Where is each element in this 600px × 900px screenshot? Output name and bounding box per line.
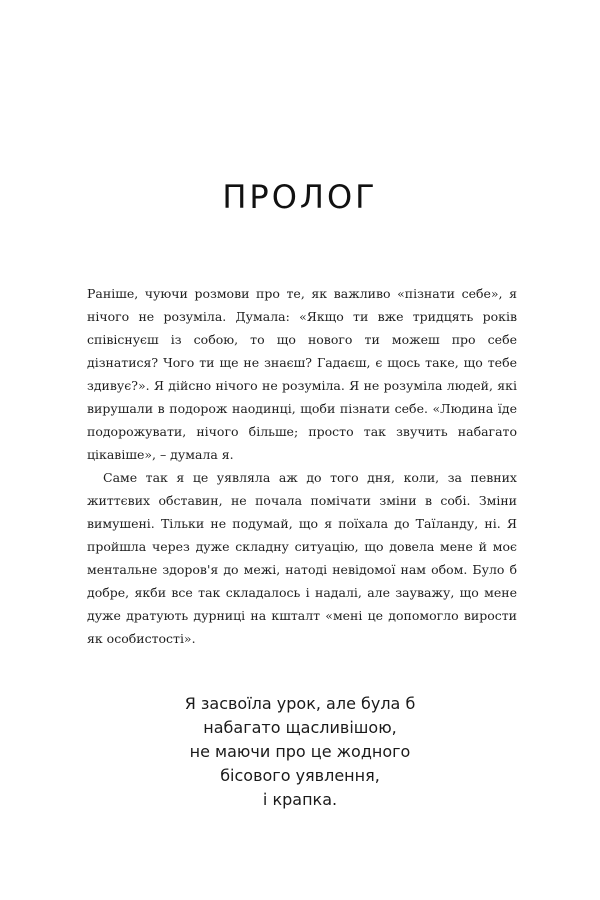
pull-quote-line: не маючи про це жодного <box>189 742 411 761</box>
pull-quote-line: Я засвоїла урок, але була б <box>184 694 416 713</box>
pull-quote-line: набагато щасливішою, <box>203 718 397 737</box>
pull-quote <box>0 692 600 812</box>
pull-quote-line: і крапка. <box>262 790 338 809</box>
body-text <box>87 282 517 650</box>
paragraph: Раніше, чуючи розмови про те, як важливо «пізнати себе», я нічого не розуміла. Думала: «Якщо ти вже тридцять років співіснуєш із собою, то що нового ти можеш про себе дізнатися? Чого ти ще не знаєш? Гадаєш, є щось таке, що тебе здивує?». Я дійсно нічого не розуміла. Я не розуміла людей, які вирушали в подорож наодинці, щоби пізнати себе. «Людина їде подорожувати, нічого більше; просто так звучить набагато цікавіше», – думала я. <box>87 286 517 462</box>
paragraph: Саме так я це уявляла аж до того дня, коли, за певних життєвих обставин, не почала помічати зміни в собі. Зміни вимушені. Тільки не подумай, що я поїхала до Таїланду, ні. Я пройшла через дуже складну ситуацію, що довела мене й моє ментальне здоров'я до межі, натоді невідомої нам обом. Було б добре, якби все так складалось і надалі, але зауважу, що мене дуже дратують дурниці на кшталт «мені це допомогло вирости як особистості». <box>87 470 517 646</box>
chapter-title: ПРОЛОГ <box>222 178 378 216</box>
pull-quote-line: бісового уявлення, <box>220 766 380 785</box>
